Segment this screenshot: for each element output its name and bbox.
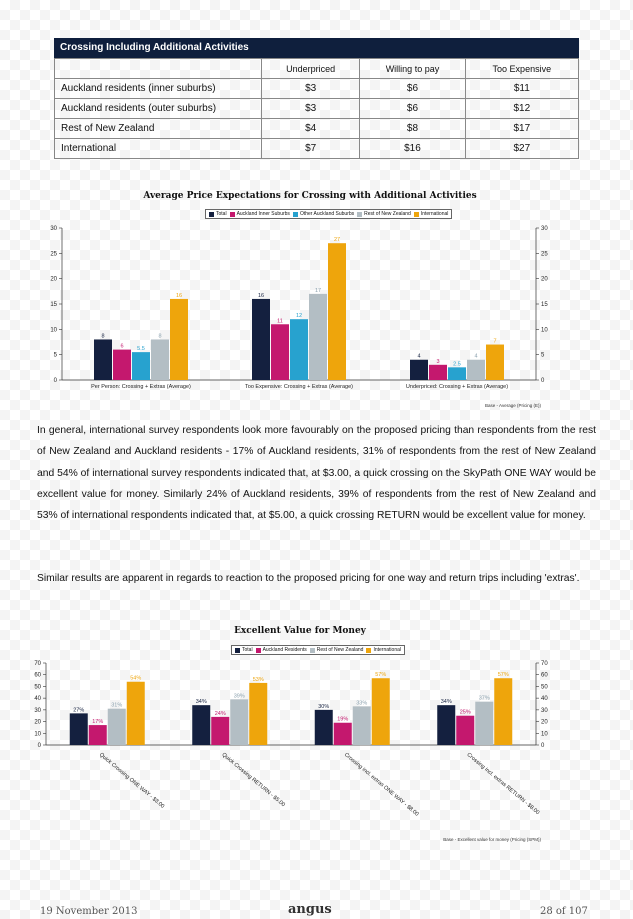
- chart-bar: [70, 713, 88, 745]
- data-label: 25%: [459, 709, 471, 716]
- y-tick-label: 25: [541, 251, 548, 258]
- category-label: Too Expensive: Crossing + Extras (Average): [245, 384, 353, 390]
- legend-swatch: [310, 648, 315, 653]
- category-label: Crossing incl. extras RETURN - $8.00: [465, 751, 541, 817]
- category-label: Quick Crossing ONE WAY - $3.00: [97, 751, 166, 810]
- legend-label: Rest of New Zealand: [316, 647, 364, 653]
- data-label: 34%: [440, 699, 452, 706]
- data-label: 39%: [233, 693, 245, 700]
- footer-page-number: 28 of 107: [540, 906, 588, 917]
- chart-bar: [328, 243, 346, 380]
- chart-bar: [89, 725, 107, 745]
- table-cell: $27: [465, 139, 578, 159]
- legend-swatch: [235, 648, 240, 653]
- y-tick-label: 60: [34, 672, 41, 679]
- chart-bar: [372, 678, 390, 745]
- data-label: 17%: [92, 719, 104, 726]
- chart-bar: [151, 339, 169, 380]
- data-label: 37%: [478, 695, 490, 702]
- table-cell: $4: [262, 119, 360, 139]
- y-tick-label: 30: [50, 226, 57, 232]
- header-cell: Too Expensive: [465, 59, 578, 79]
- data-label: 11: [277, 318, 283, 325]
- chart-bar: [334, 723, 352, 745]
- y-tick-label: 40: [541, 696, 548, 703]
- chart-bar: [290, 319, 308, 380]
- data-label: 2.5: [453, 361, 461, 368]
- base-note: Base - Excellent value for money (Pricing (SPM)): [443, 837, 541, 842]
- legend-swatch: [256, 648, 261, 653]
- legend-item: [235, 647, 253, 653]
- y-tick-label: 50: [34, 684, 41, 691]
- table-row: [55, 119, 579, 139]
- y-tick-label: 20: [34, 719, 41, 726]
- y-tick-label: 0: [541, 743, 545, 749]
- y-tick-label: 60: [541, 672, 548, 679]
- table-row: [55, 99, 579, 119]
- y-tick-label: 15: [541, 302, 548, 308]
- data-label: 5.5: [137, 346, 145, 353]
- data-label: 12: [295, 313, 303, 320]
- chart-bar: [170, 299, 188, 380]
- chart-bar: [429, 365, 447, 380]
- legend-item: [366, 647, 401, 653]
- data-label: 4: [417, 353, 421, 360]
- table-row: [55, 139, 579, 159]
- table-cell: $7: [262, 139, 360, 159]
- chart-bar: [252, 299, 270, 380]
- legend-label: Auckland Residents: [262, 647, 307, 653]
- y-tick-label: 0: [37, 743, 41, 749]
- chart-bar: [410, 360, 428, 380]
- legend-swatch: [230, 212, 235, 217]
- chart-bar: [486, 345, 504, 380]
- legend-item: [230, 211, 290, 217]
- category-label: Crossing incl. extras ONE WAY - $8.00: [342, 751, 420, 818]
- data-label: 53%: [252, 676, 264, 683]
- legend-swatch: [293, 212, 298, 217]
- chart1-legend: [205, 209, 452, 219]
- y-tick-label: 10: [34, 731, 41, 738]
- legend-swatch: [366, 648, 371, 653]
- chart1-svg: [28, 220, 556, 410]
- legend-item: [209, 211, 227, 217]
- table-cell: $3: [262, 79, 360, 99]
- row-label: Auckland residents (inner suburbs): [55, 79, 262, 99]
- data-label: 27: [333, 237, 341, 244]
- chart-bar: [353, 706, 371, 745]
- base-note: Base - Average (Pricing (E)): [485, 403, 541, 408]
- table-row: [55, 79, 579, 99]
- chart-bar: [448, 367, 466, 380]
- data-label: 31%: [111, 702, 123, 709]
- chart-bar: [94, 339, 112, 380]
- table-cell: $16: [360, 139, 465, 159]
- legend-label: Other Auckland Suburbs: [299, 211, 355, 217]
- table-cell: $11: [465, 79, 578, 99]
- table-cell: $6: [360, 99, 465, 119]
- chart1-title: Average Price Expectations for Crossing with Additional Activities: [143, 191, 477, 201]
- chart-bar: [132, 352, 150, 380]
- chart-bar: [192, 705, 210, 745]
- header-cell: Underpriced: [262, 59, 360, 79]
- legend-label: International: [420, 211, 449, 217]
- y-tick-label: 30: [541, 707, 548, 714]
- data-label: 7: [493, 338, 497, 345]
- category-label: Per Person: Crossing + Extras (Average): [91, 384, 191, 390]
- table-header-row: [55, 59, 579, 79]
- chart-bar: [456, 716, 474, 745]
- chart-bar: [271, 324, 289, 380]
- y-tick-label: 5: [53, 352, 57, 359]
- table-cell: $8: [360, 119, 465, 139]
- chart2-svg: [28, 656, 556, 848]
- chart-bar: [467, 360, 485, 380]
- legend-item: [357, 211, 411, 217]
- body-paragraph-1: In general, international survey respondents look more favourably on the proposed pricing than respondents from the rest of New Zealand and Auckland residents - 17% of Auckland residents, 31% of respondents from the rest of New Zealand and 54% of international survey respondents indicated that, at $3.00, a quick crossing on the SkyPath ONE WAY would be excellent value for money. Similarly 24% of Auckland residents, 39% of respondents from the rest of New Zealand and 53% of international respondents indicated that, at $5.00, a quick crossing RETURN would be excellent value for money.: [37, 425, 596, 522]
- data-label: 19%: [337, 716, 349, 723]
- data-label: 34%: [195, 699, 207, 706]
- data-label: 16: [257, 292, 265, 299]
- pricing-table: [54, 38, 579, 159]
- y-tick-label: 30: [541, 226, 548, 232]
- legend-label: Total: [216, 211, 227, 217]
- chart-bar: [113, 350, 131, 380]
- y-tick-label: 5: [541, 352, 545, 359]
- chart-bar: [494, 678, 512, 745]
- body-paragraph-2: Similar results are apparent in regards to reaction to the proposed pricing for one way and return trips including 'extras'.: [37, 573, 580, 584]
- legend-label: Rest of New Zealand: [364, 211, 411, 217]
- y-tick-label: 0: [53, 378, 57, 384]
- legend-label: International: [373, 647, 401, 653]
- chart-bar: [230, 699, 248, 745]
- category-label: Underpriced: Crossing + Extras (Average): [405, 384, 509, 390]
- chart-bar: [437, 705, 455, 745]
- table-cell: $17: [465, 119, 578, 139]
- data-label: 33%: [356, 700, 368, 707]
- data-label: 27%: [73, 707, 85, 714]
- legend-swatch: [357, 212, 362, 217]
- table-cell: $6: [360, 79, 465, 99]
- legend-item: [310, 647, 364, 653]
- data-label: 24%: [214, 710, 226, 717]
- chart-bar: [211, 717, 229, 745]
- chart-bar: [475, 702, 493, 745]
- data-label: 54%: [130, 675, 142, 682]
- data-label: 3: [436, 358, 440, 365]
- y-tick-label: 40: [34, 696, 41, 703]
- y-tick-label: 70: [541, 661, 548, 667]
- legend-swatch: [209, 212, 214, 217]
- legend-swatch: [414, 212, 419, 217]
- y-tick-label: 30: [34, 707, 41, 714]
- legend-label: Auckland Inner Suburbs: [236, 211, 290, 217]
- chart2-title: Excellent Value for Money: [234, 626, 366, 636]
- header-cell: [55, 59, 262, 79]
- data-label: 30%: [318, 703, 330, 710]
- footer-brand: angus: [288, 902, 332, 917]
- y-tick-label: 0: [541, 378, 545, 384]
- header-cell: Willing to pay: [360, 59, 465, 79]
- chart-bar: [108, 709, 126, 745]
- row-label: Auckland residents (outer suburbs): [55, 99, 262, 119]
- legend-item: [256, 647, 307, 653]
- y-tick-label: 20: [541, 276, 548, 283]
- pricing-grid: [54, 58, 579, 159]
- table-cell: $12: [465, 99, 578, 119]
- y-tick-label: 50: [541, 684, 548, 691]
- data-label: 8: [101, 333, 105, 340]
- legend-item: [414, 211, 449, 217]
- y-tick-label: 25: [50, 251, 57, 258]
- y-tick-label: 15: [50, 302, 57, 308]
- y-tick-label: 70: [34, 661, 41, 667]
- legend-item: [293, 211, 354, 217]
- row-label: International: [55, 139, 262, 159]
- y-tick-label: 10: [541, 731, 548, 738]
- data-label: 6: [120, 343, 124, 350]
- y-tick-label: 10: [50, 327, 57, 334]
- chart2-legend: [231, 645, 405, 655]
- data-label: 57%: [375, 672, 387, 679]
- y-tick-label: 10: [541, 327, 548, 334]
- footer-date: 19 November 2013: [40, 906, 138, 917]
- category-label: Quick Crossing RETURN - $5.00: [220, 751, 286, 809]
- legend-label: Total: [242, 647, 253, 653]
- chart-bar: [127, 682, 145, 745]
- table-title: Crossing Including Additional Activities: [54, 38, 579, 58]
- data-label: 16: [175, 292, 183, 299]
- chart-bar: [249, 683, 267, 745]
- y-tick-label: 20: [541, 719, 548, 726]
- data-label: 17: [314, 287, 322, 294]
- data-label: 8: [158, 333, 162, 340]
- chart-bar: [315, 710, 333, 745]
- row-label: Rest of New Zealand: [55, 119, 262, 139]
- y-tick-label: 20: [50, 276, 57, 283]
- table-cell: $3: [262, 99, 360, 119]
- data-label: 57%: [497, 672, 509, 679]
- chart-bar: [309, 294, 327, 380]
- data-label: 4: [474, 353, 478, 360]
